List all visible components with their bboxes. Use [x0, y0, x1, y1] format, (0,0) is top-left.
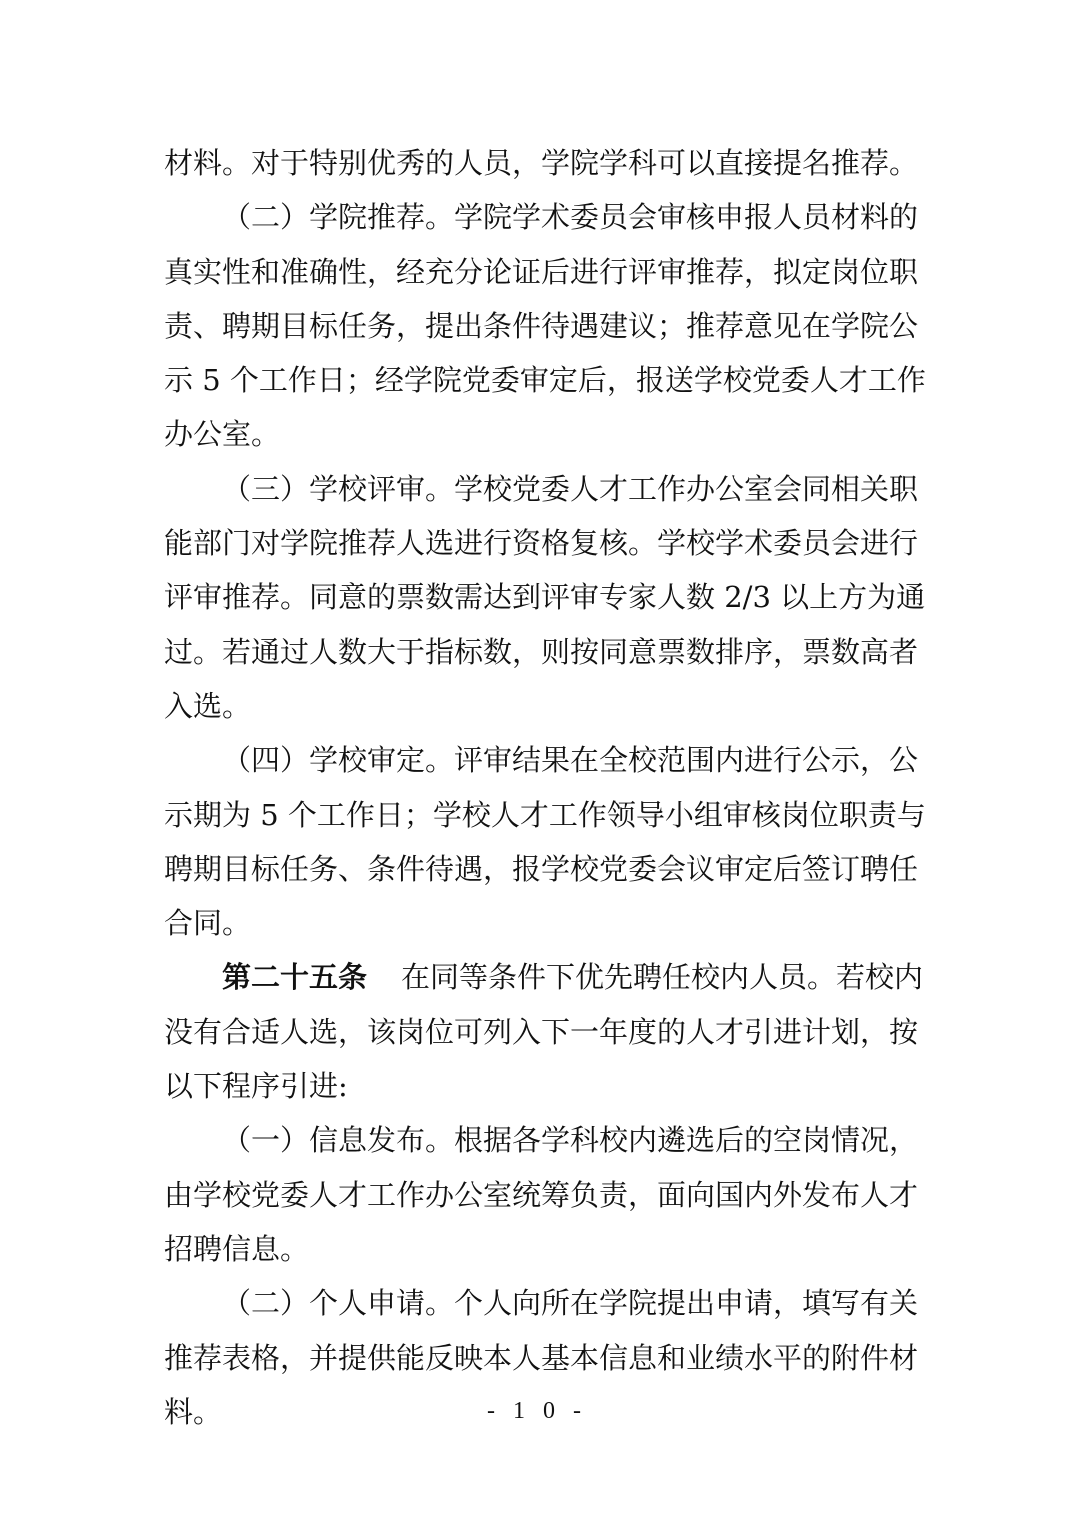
line-text: 聘期目标任务、条件待遇，报学校党委会议审定后签订聘任 — [164, 851, 919, 886]
line-text: 责、聘期目标任务，提出条件待遇建议；推荐意见在学院公 — [164, 308, 919, 343]
line-text: 料。 — [164, 1394, 223, 1429]
text-line — [164, 299, 919, 353]
text-line — [164, 1331, 919, 1385]
line-text: 示 5 个工作日；经学院党委审定后，报送学校党委人才工作 — [164, 363, 926, 398]
line-text: 示期为 5 个工作日；学校人才工作领导小组审核岗位职责与 — [164, 797, 926, 832]
line-text: （四）学校审定。评审结果在全校范围内进行公示，公 — [222, 743, 919, 778]
page-number: - 1 0 - — [487, 1398, 587, 1424]
text-line — [164, 407, 904, 461]
line-text: 招聘信息。 — [164, 1231, 310, 1266]
text-line — [164, 1168, 919, 1222]
line-text: 以下程序引进: — [164, 1069, 348, 1104]
text-line — [164, 1113, 919, 1167]
text-line — [164, 136, 919, 190]
line-text: 评审推荐。同意的票数需达到评审专家人数 2/3 以上方为通 — [164, 580, 926, 615]
line-text: 过。若通过人数大于指标数，则按同意票数排序，票数高者 — [164, 634, 919, 669]
text-line — [164, 733, 919, 787]
text-line — [164, 462, 919, 516]
document-body — [164, 136, 926, 1439]
line-text: （一）信息发布。根据各学科校内遴选后的空岗情况， — [222, 1123, 919, 1158]
text-line — [164, 570, 926, 624]
line-text: 办公室。 — [164, 417, 281, 452]
line-text: 真实性和准确性，经充分论证后进行评审推荐，拟定岗位职 — [164, 254, 919, 289]
article-heading-line — [164, 950, 924, 1004]
line-text: （三）学校评审。学校党委人才工作办公室会同相关职 — [222, 471, 919, 506]
text-line — [164, 842, 919, 896]
line-text: 入选。 — [164, 688, 252, 723]
text-line — [164, 896, 904, 950]
text-line — [164, 1005, 919, 1059]
text-line — [164, 190, 919, 244]
line-text: 由学校党委人才工作办公室统筹负责，面向国内外发布人才 — [164, 1177, 919, 1212]
line-text: 在同等条件下优先聘任校内人员。若校内 — [401, 960, 924, 995]
line-text: （二）学院推荐。学院学术委员会审核申报人员材料的 — [222, 200, 919, 235]
line-text: 能部门对学院推荐人选进行资格复核。学校学术委员会进行 — [164, 526, 919, 561]
text-line — [164, 679, 904, 733]
text-line — [164, 245, 919, 299]
article-number: 第二十五条 — [222, 960, 368, 995]
text-line — [164, 1276, 919, 1330]
line-text: 推荐表格，并提供能反映本人基本信息和业绩水平的附件材 — [164, 1340, 919, 1375]
line-text: 没有合适人选，该岗位可列入下一年度的人才引进计划，按 — [164, 1014, 919, 1049]
text-line — [164, 1222, 904, 1276]
text-line — [164, 788, 926, 842]
text-line — [164, 516, 919, 570]
line-text: 材料。对于特别优秀的人员，学院学科可以直接提名推荐。 — [164, 146, 919, 180]
line-text: （二）个人申请。个人向所在学院提出申请，填写有关 — [222, 1286, 919, 1321]
text-line — [164, 353, 926, 407]
text-line — [164, 625, 919, 679]
line-text: 合同。 — [164, 906, 252, 941]
text-line — [164, 1059, 904, 1113]
